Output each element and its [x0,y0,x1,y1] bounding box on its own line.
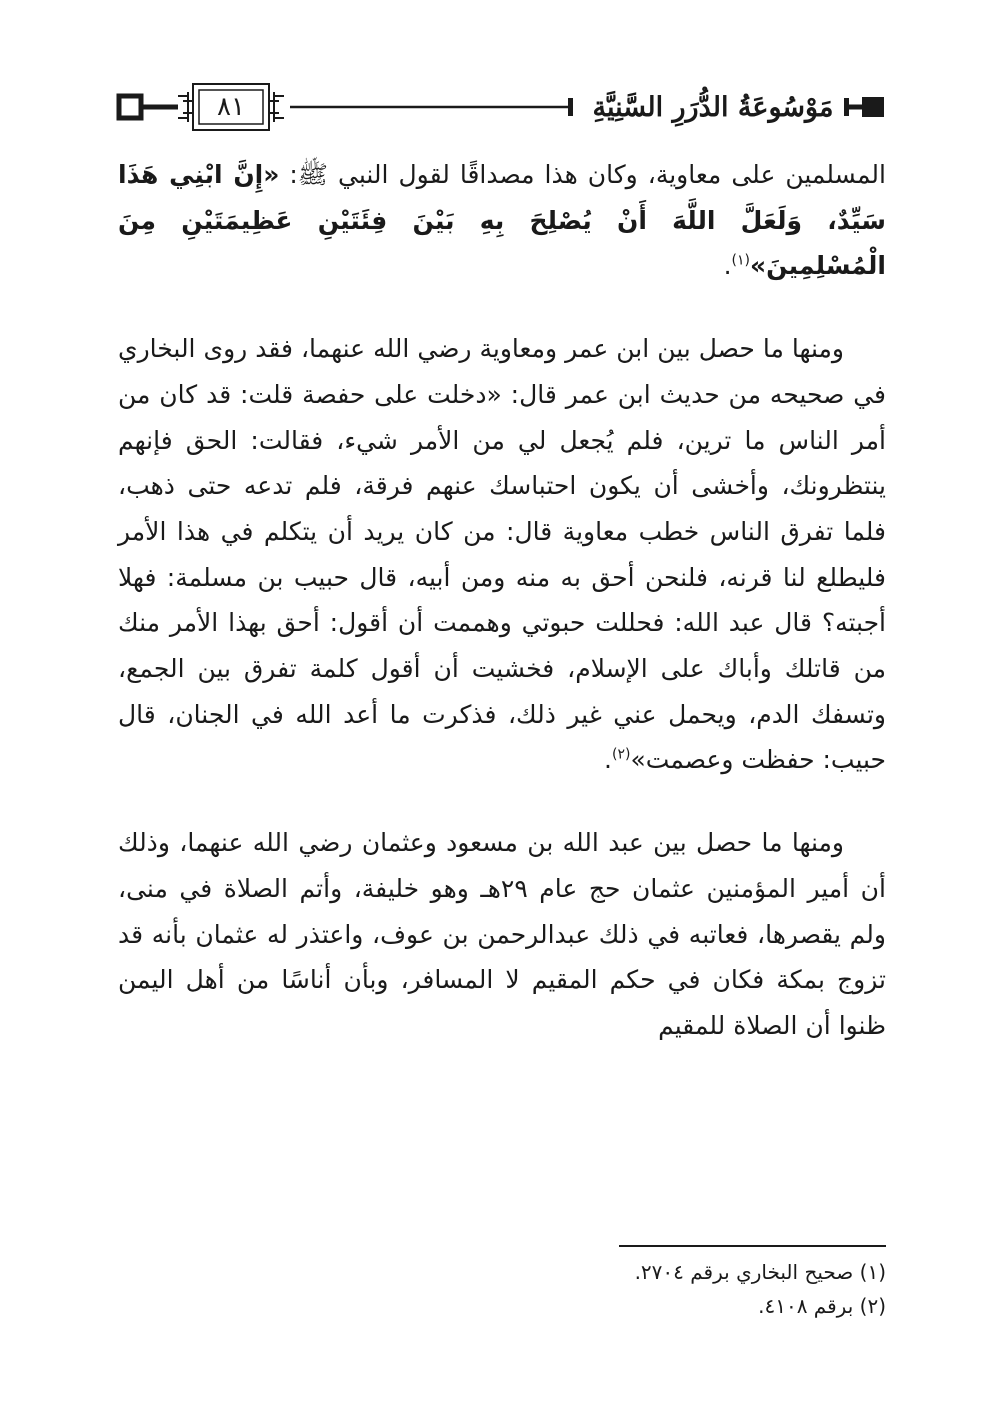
paragraph-3 [118,820,886,1049]
series-title: مَوْسُوعَةُ الدُّرَرِ السَّنِيَّةِ [592,91,834,123]
footnote-1: (١) صحيح البخاري برقم ٢٧٠٤. [634,1260,886,1284]
header-ornament [0,0,1004,150]
footnote-separator [619,1245,886,1247]
paragraph-gap [118,289,886,326]
paragraph-1-text: المسلمين على معاوية، وكان هذا مصداقًا لقول النبي ﷺ: [279,160,886,189]
header-rule-end-right [844,98,849,116]
header-right-square [862,97,884,117]
footnote-ref-1: (١) [731,253,751,270]
footnote-ref-2: (٢) [612,747,631,764]
header-left-square [119,96,141,118]
page-header [0,0,1004,150]
footnote-2: (٢) برقم ٤١٠٨. [758,1294,886,1318]
paragraph-2-text: ومنها ما حصل بين ابن عمر ومعاوية رضي الله عنهما، فقد روى البخاري في صحيحه من حديث ابن عمر قال: «دخلت على حفصة قلت: قد كان من أمر الناس ما ترين، فلم يُجعل لي من الأمر شيء، فقالت: الحق فإنهم ينتظرونك، وأخشى أن يكون احتباسك عنهم فرقة، فلم تدعه حتى ذهب، فلما تفرق الناس خطب معاوية قال: من كان يريد أن يتكلم في هذا الأمر فليطلع لنا قرنه، فلنحن أحق به منه ومن أبيه، قال حبيب بن مسلمة: فهلا أجبته؟ قال عبد الله: فحللت حبوتي وهممت أن أقول: أحق بهذا الأمر منك من قاتلك وأباك على الإسلام، فخشيت أن أقول كلمة تفرق بين الجمع، وتسفك الدم، ويحمل عني غير ذلك، فذكرت ما أعد الله في الجنان، قال حبيب: حفظت وعصمت» [118,334,886,775]
paragraph-1 [118,152,886,289]
paragraph-1-end: . [723,251,732,281]
hadith-quote: «إِنَّ ابْنِي هَذَا سَيِّدٌ، وَلَعَلَّ اللَّهَ أَنْ يُصْلِحَ بِهِ بَيْنَ فِئَتَيْنِ عَظِيمَتَيْنِ مِنَ الْمُسْلِمِينَ» [118,160,886,281]
page-number: ٨١ [217,92,245,122]
paragraph-3-text: ومنها ما حصل بين عبد الله بن مسعود وعثمان رضي الله عنهما، وذلك أن أمير المؤمنين عثمان حج عام ٢٩هـ وهو خليفة، وأتم الصلاة في منى، ولم يقصرها، فعاتبه في ذلك عبدالرحمن بن عوف، واعتذر له عثمان بأنه قد تزوج بمكة فكان في حكم المقيم لا المسافر، وبأن أناسًا من أهل اليمن ظنوا أن الصلاة للمقيم [118,828,886,1040]
header-rule-end-left [568,98,573,116]
footnotes [118,1255,886,1323]
header-left-fret [178,92,193,122]
main-text [118,152,886,1049]
paragraph-2 [118,326,886,783]
paragraph-2-end: . [604,745,612,775]
paragraph-gap [118,783,886,820]
header-number-fret [269,92,284,122]
